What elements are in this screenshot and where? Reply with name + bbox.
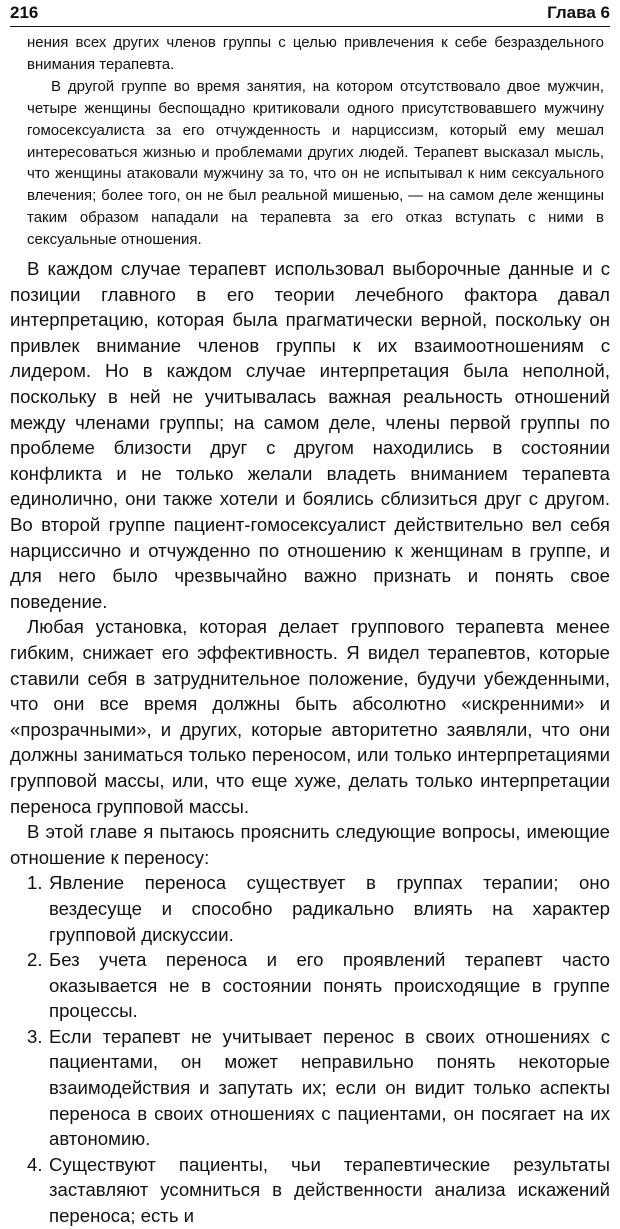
- main-text: [10, 256, 610, 870]
- list-item-number: 3.: [27, 1025, 43, 1047]
- body-paragraph: В каждом случае терапевт использовал выборочные данные и с позиции главного в его теории лечебного фактора давал интерпретацию, которая была прагматически верной, поскольку он привлек внимание членов группы к их взаимоотношениям с лидером. Но в каждом случае интерпретация была неполной, поскольку в ней не учитывалась важная реальность отношений между членами группы; на самом деле, члены первой группы по проблеме близости друг с другом находились в состоянии конфликта и не только желали владеть вниманием терапевта единолично, они также хотели и боялись сблизиться друг с другом. Во второй группе пациент-гомосексуалист действительно вел себя нарциссично и отчужденно по отношению к женщинам в группе, и для него было чрезвычайно важно признать и понять свое поведение.: [10, 258, 610, 612]
- case-example-paragraph: В другой группе во время занятия, на котором отсутствовало двое мужчин, четыре женщины беспощадно критиковали одного присутствовавшего мужчину гомосексуалиста за его отчужденность и нарциссизм, который ему мешал интересоваться жизнью и проблемами других людей. Терапевт высказал мысль, что женщины атаковали мужчину за то, что он не испытывал к ним сексуального влечения; более того, он не был реальной мишенью, — на самом деле женщины таким образом нападали на терапевта за его отказ вступать с ними в сексуальные отношения.: [27, 77, 604, 249]
- list-item-text: Явление переноса существует в группах терапии; оно вездесуще и способно радикально влиять на характер групповой дискуссии.: [49, 872, 610, 945]
- list-item: [10, 1152, 610, 1229]
- list-item-text: Если терапевт не учитывает перенос в своих отношениях с пациентами, он может неправильно понять некоторые взаимодействия и запутать их; если он видит только аспекты переноса в своих отношениях с пациентами, он посягает на их автономию.: [49, 1025, 610, 1150]
- list-item-text: Без учета переноса и его проявлений терапевт часто оказывается не в состоянии понять происходящие в группе процессы.: [49, 949, 610, 1022]
- body-paragraph: Любая установка, которая делает группового терапевта менее гибким, снижает его эффективность. Я видел терапевтов, которые ставили себя в затруднительное положение, будучи убежденными, что они все время должны быть абсолютно «искренними» и «прозрачными», и других, которые авторитетно заявляли, что они должны заниматься только переносом, или только интерпретациями групповой массы, или, что еще хуже, делать только интерпретации переноса групповой массы.: [10, 616, 610, 817]
- case-example-block: [27, 32, 604, 251]
- list-item-text: Существуют пациенты, чьи терапевтические результаты заставляют усомниться в действенности анализа искажений переноса; есть и: [49, 1153, 610, 1227]
- list-item-number: 1.: [27, 872, 43, 894]
- list-item: [10, 947, 610, 1024]
- case-example-paragraph: нения всех других членов группы с целью привлечения к себе безраздельного внимания терапевта.: [27, 34, 604, 73]
- list-item: [10, 870, 610, 947]
- list-item-number: 4.: [27, 1153, 43, 1175]
- body-paragraph: В этой главе я пытаюсь прояснить следующие вопросы, имеющие отношение к переносу:: [10, 821, 610, 868]
- running-header: [10, 0, 610, 27]
- page-number: 216: [10, 3, 39, 22]
- list-item: [10, 1024, 610, 1152]
- page-content: [10, 32, 610, 1229]
- questions-list: [10, 870, 610, 1228]
- chapter-title: Глава 6: [547, 3, 610, 22]
- list-item-number: 2.: [27, 949, 43, 971]
